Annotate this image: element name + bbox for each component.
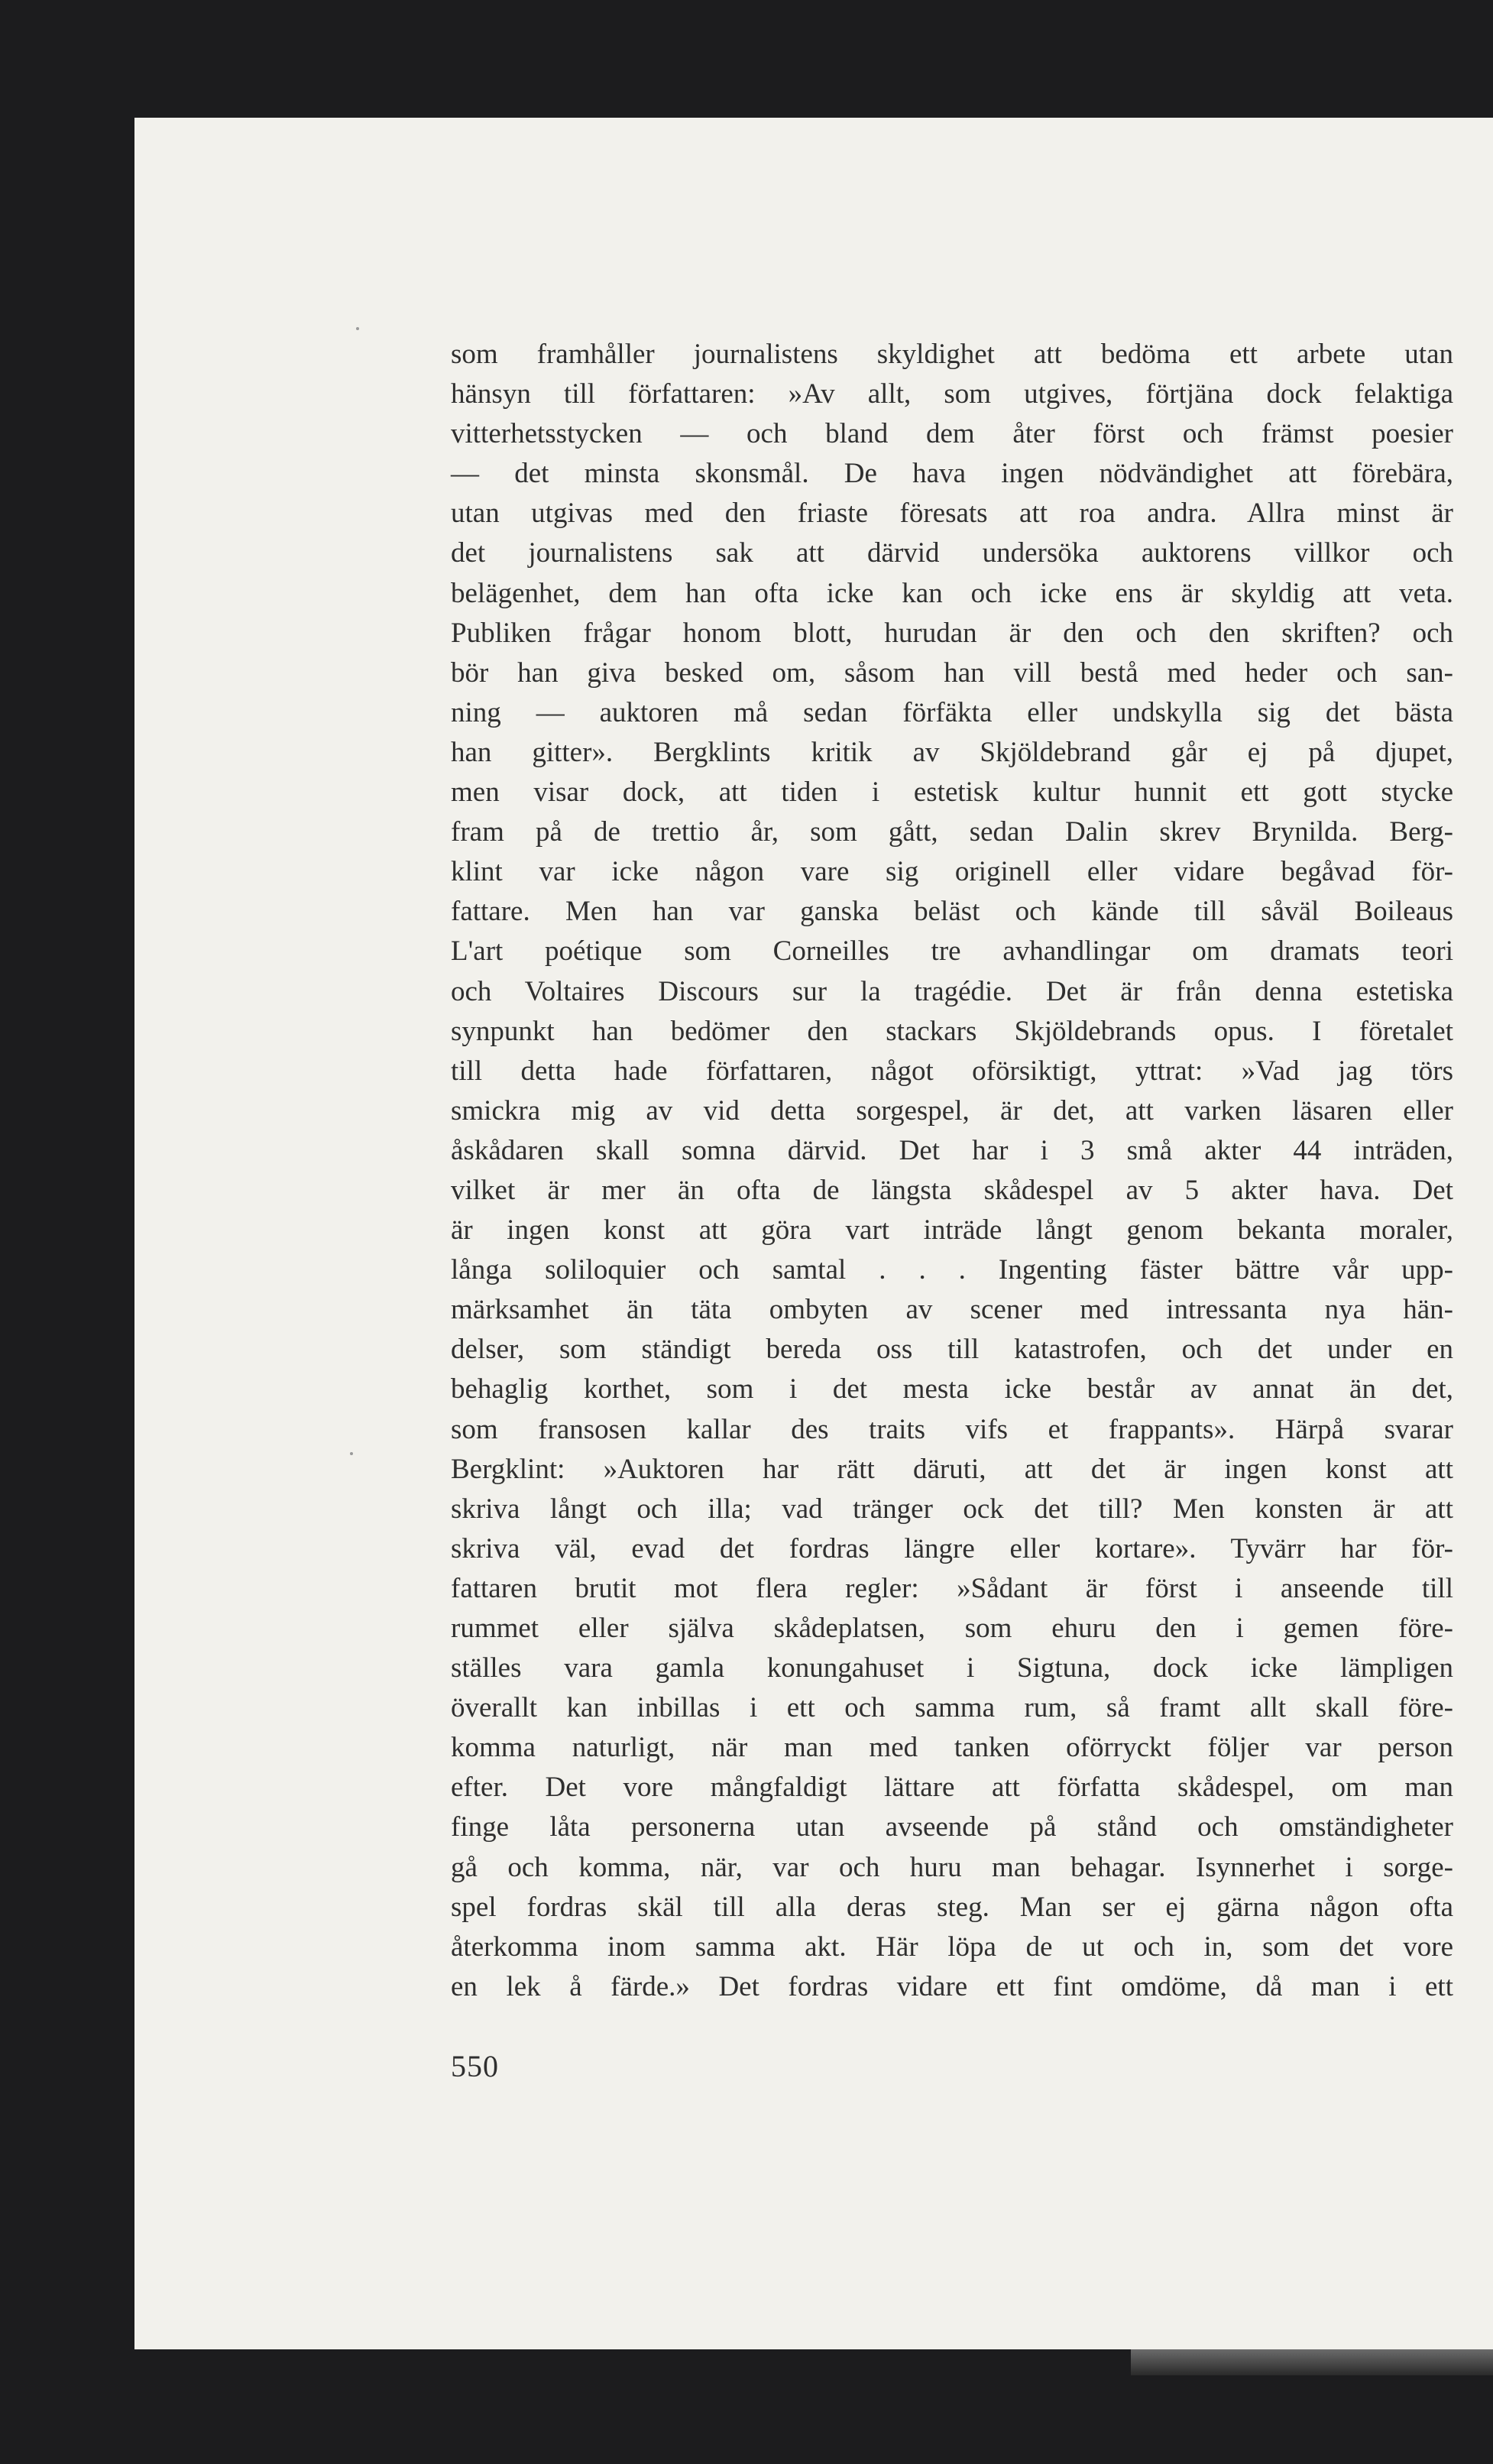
page-number: 550	[451, 2049, 499, 2083]
text-line: klint var icke någon vare sig originell eller vidare begåvad för-	[451, 856, 1453, 888]
text-line: fattare. Men han var ganska beläst och kände till såväl Boileaus	[451, 896, 1453, 928]
text-line: hänsyn till författaren: »Av allt, som utgives, förtjäna dock felaktiga	[451, 378, 1453, 410]
text-line: överallt kan inbillas i ett och samma rum, så framt allt skall före-	[451, 1692, 1453, 1724]
text-line: märksamhet än täta ombyten av scener med intressanta nya hän-	[451, 1294, 1453, 1326]
text-line: åskådaren skall somna därvid. Det har i 3 små akter 44 inträden,	[451, 1134, 1453, 1166]
text-line: och Voltaires Discours sur la tragédie. Det är från denna estetiska	[451, 975, 1453, 1007]
text-line: skriva väl, evad det fordras längre eller kortare». Tyvärr har för-	[451, 1532, 1453, 1564]
text-line: spel fordras skäl till alla deras steg. Man ser ej gärna någon ofta	[451, 1891, 1453, 1923]
text-line: gå och komma, när, var och huru man behagar. Isynnerhet i sorge-	[451, 1851, 1453, 1883]
body-text	[451, 335, 1453, 2007]
text-line: Bergklint: »Auktoren har rätt däruti, att det är ingen konst att	[451, 1453, 1453, 1485]
text-line: är ingen konst att göra vart inträde långt genom bekanta moraler,	[451, 1214, 1453, 1247]
text-line: skriva långt och illa; vad tränger ock det till? Men konsten är att	[451, 1493, 1453, 1525]
text-line: han gitter». Bergklints kritik av Skjöldebrand går ej på djupet,	[451, 736, 1453, 768]
text-line: smickra mig av vid detta sorgespel, är det, att varken läsaren eller	[451, 1094, 1453, 1127]
text-line: — det minsta skonsmål. De hava ingen nödvändighet att förebära,	[451, 458, 1453, 490]
text-line: efter. Det vore mångfaldigt lättare att författa skådespel, om man	[451, 1772, 1453, 1804]
text-line: Publiken frågar honom blott, hurudan är den och den skriften? och	[451, 617, 1453, 649]
text-line: en lek å färde.» Det fordras vidare ett fint omdöme, då man i ett	[451, 1970, 1453, 2002]
text-line: som fransosen kallar des traits vifs et frappants». Härpå svarar	[451, 1413, 1453, 1445]
text-line: långa soliloquier och samtal . . . Ingenting fäster bättre vår upp-	[451, 1254, 1453, 1286]
text-line: komma naturligt, när man med tanken oförryckt följer var person	[451, 1732, 1453, 1764]
text-line: bör han giva besked om, såsom han vill bestå med heder och san-	[451, 657, 1453, 689]
text-line: vilket är mer än ofta de längsta skådespel av 5 akter hava. Det	[451, 1174, 1453, 1206]
text-line: utan utgivas med den friaste föresats att roa andra. Allra minst är	[451, 498, 1453, 530]
text-line: vitterhetsstycken — och bland dem åter först och främst poesier	[451, 418, 1453, 450]
page-edge-shadow	[1131, 2349, 1493, 2375]
text-line: återkomma inom samma akt. Här löpa de ut och in, som det vore	[451, 1931, 1453, 1963]
text-line: belägenhet, dem han ofta icke kan och icke ens är skyldig att veta.	[451, 577, 1453, 609]
text-line: som framhåller journalistens skyldighet att bedöma ett arbete utan	[451, 339, 1453, 370]
text-line: fram på de trettio år, som gått, sedan Dalin skrev Brynilda. Berg-	[451, 816, 1453, 848]
text-line: finge låta personerna utan avseende på stånd och omständigheter	[451, 1811, 1453, 1843]
text-line: synpunkt han bedömer den stackars Skjöldebrands opus. I företalet	[451, 1015, 1453, 1047]
paper-speck	[356, 327, 359, 330]
text-line: ning — auktoren må sedan förfäkta eller undskylla sig det bästa	[451, 696, 1453, 728]
text-line: det journalistens sak att därvid undersöka auktorens villkor och	[451, 537, 1453, 569]
text-line: L'art poétique som Corneilles tre avhandlingar om dramats teori	[451, 935, 1453, 968]
text-line: behaglig korthet, som i det mesta icke består av annat än det,	[451, 1373, 1453, 1405]
text-line: ställes vara gamla konungahuset i Sigtuna, dock icke lämpligen	[451, 1652, 1453, 1684]
text-line: fattaren brutit mot flera regler: »Sådant är först i anseende till	[451, 1572, 1453, 1604]
text-line: delser, som ständigt bereda oss till katastrofen, och det under en	[451, 1334, 1453, 1366]
paper-speck	[350, 1452, 353, 1455]
text-line: till detta hade författaren, något oförsiktigt, yttrat: »Vad jag törs	[451, 1055, 1453, 1087]
text-line: men visar dock, att tiden i estetisk kultur hunnit ett gott stycke	[451, 776, 1453, 809]
text-line: rummet eller själva skådeplatsen, som ehuru den i gemen före-	[451, 1613, 1453, 1644]
